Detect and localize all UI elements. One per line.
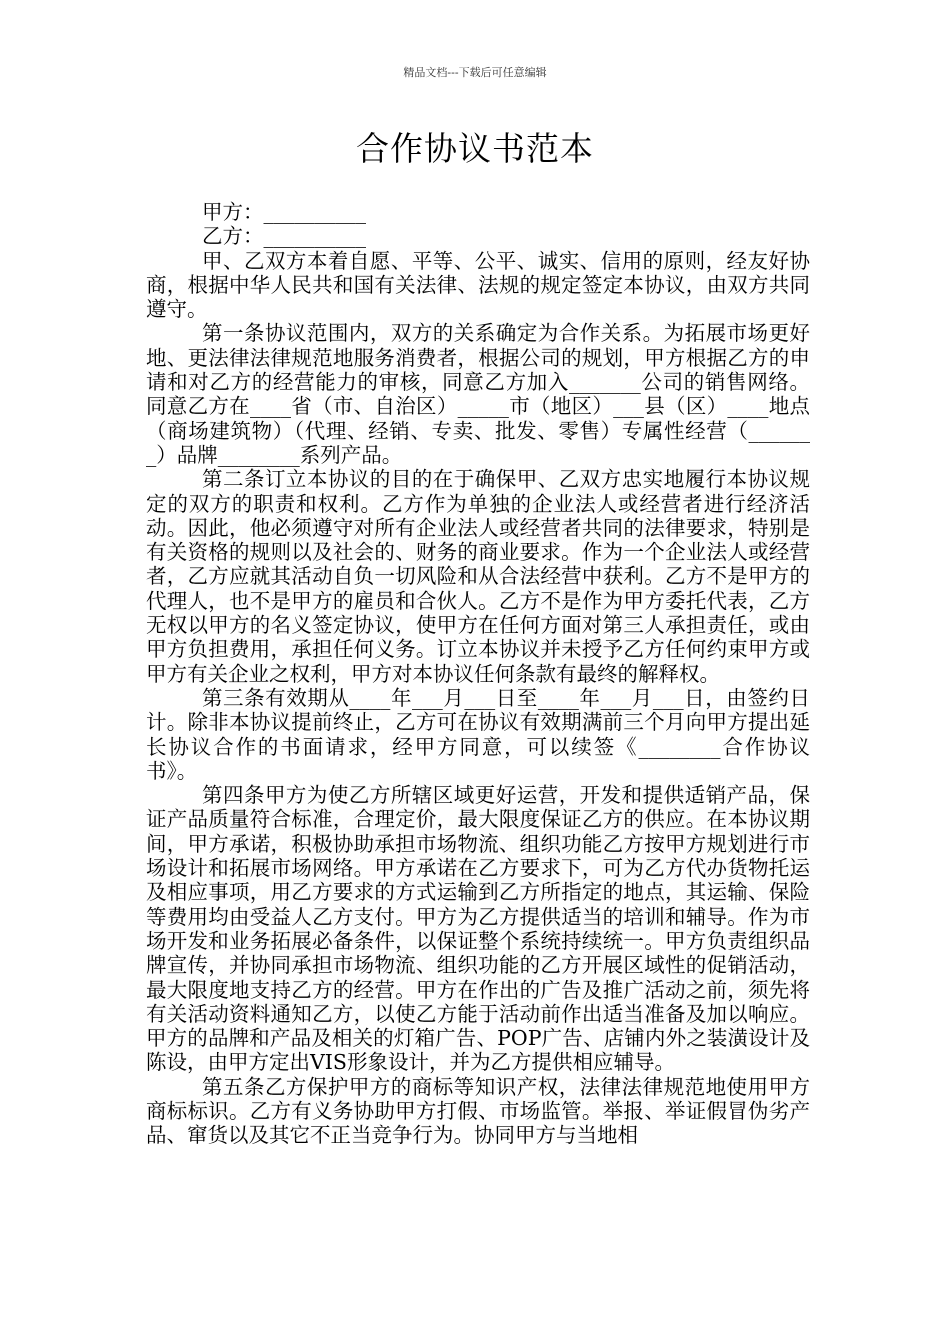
party-b-line: 乙方：__________ xyxy=(202,224,366,249)
paragraph-article-4: 第四条甲方为使乙方所辖区域更好运营，开发和提供适销产品，保证产品质量符合标准，合理定价，最大限度保证乙方的供应。在本协议期间，甲方承诺，积极协助承担市场物流、组织功能乙方按甲方规划进行市场设计和拓展市场网络。甲方承诺在乙方要求下，可为乙方代办货物托运及相应事项，用乙方要求的方式运输到乙方所指定的地点，其运输、保险等费用均由受益人乙方支付。甲方为乙方提供适当的培训和辅导。作为市场开发和业务拓展必备条件，以保证整个系统持续统一。甲方负责组织品牌宣传，并协同承担市场物流、组织功能的乙方开展区域性的促销活动，最大限度地支持乙方的经营。甲方在作出的广告及推广活动之前，须先将有关活动资料通知乙方，以使乙方能于活动前作出适当准备及加以响应。甲方的品牌和产品及相关的灯箱广告、POP广告、店铺内外之装潢设计及陈设，由甲方定出VIS形象设计，并为乙方提供相应辅导。 xyxy=(146,783,810,1075)
party-a-line: 甲方：__________ xyxy=(202,200,366,224)
paragraph-article-1: 第一条协议范围内，双方的关系确定为合作关系。为拓展市场更好地、更法律法律规范地服务消费者，根据公司的规划，甲方根据乙方的申请和对乙方的经营能力的审核，同意乙方加入_______公司的销售网络。同意乙方在____省（市、自治区）_____市（地区）___县（区）____地点（商场建筑物）（代理、经销、专卖、批发、零售）专属性经营（_______）品牌________系列产品。 xyxy=(146,321,810,467)
header-note: 精品文档---下载后可任意编辑 xyxy=(403,66,547,79)
paragraph-article-3: 第三条有效期从____年___月___日至____年___月___日，由签约日计。除非本协议提前终止，乙方可在协议有效期满前三个月向甲方提出延长协议合作的书面请求，经甲方同意，可以续签《________合作协议书》。 xyxy=(146,685,810,783)
document-title: 合作协议书范本 xyxy=(356,129,594,168)
document-body xyxy=(146,200,810,1148)
paragraph-article-5: 第五条乙方保护甲方的商标等知识产权，法律法律规范地使用甲方商标标识。乙方有义务协助甲方打假、市场监管。举报、举证假冒伪劣产品、窜货以及其它不正当竞争行为。协同甲方与当地相 xyxy=(146,1074,810,1148)
paragraph-article-2: 第二条订立本协议的目的在于确保甲、乙双方忠实地履行本协议规定的双方的职责和权利。乙方作为单独的企业法人或经营者进行经济活动。因此，他必须遵守对所有企业法人或经营者共同的法律要求，特别是有关资格的规则以及社会的、财务的商业要求。作为一个企业法人或经营者，乙方应就其活动自负一切风险和从合法经营中获利。乙方不是甲方的代理人，也不是甲方的雇员和合伙人。乙方不是作为甲方委托代表，乙方无权以甲方的名义签定协议，使甲方在任何方面对第三人承担责任，或由甲方负担费用，承担任何义务。订立本协议并未授予乙方任何约束甲方或甲方有关企业之权利，甲方对本协议任何条款有最终的解释权。 xyxy=(146,467,810,686)
paragraph-preamble: 甲、乙双方本着自愿、平等、公平、诚实、信用的原则，经友好协商，根据中华人民共和国有关法律、法规的规定签定本协议，由双方共同遵守。 xyxy=(146,248,810,322)
